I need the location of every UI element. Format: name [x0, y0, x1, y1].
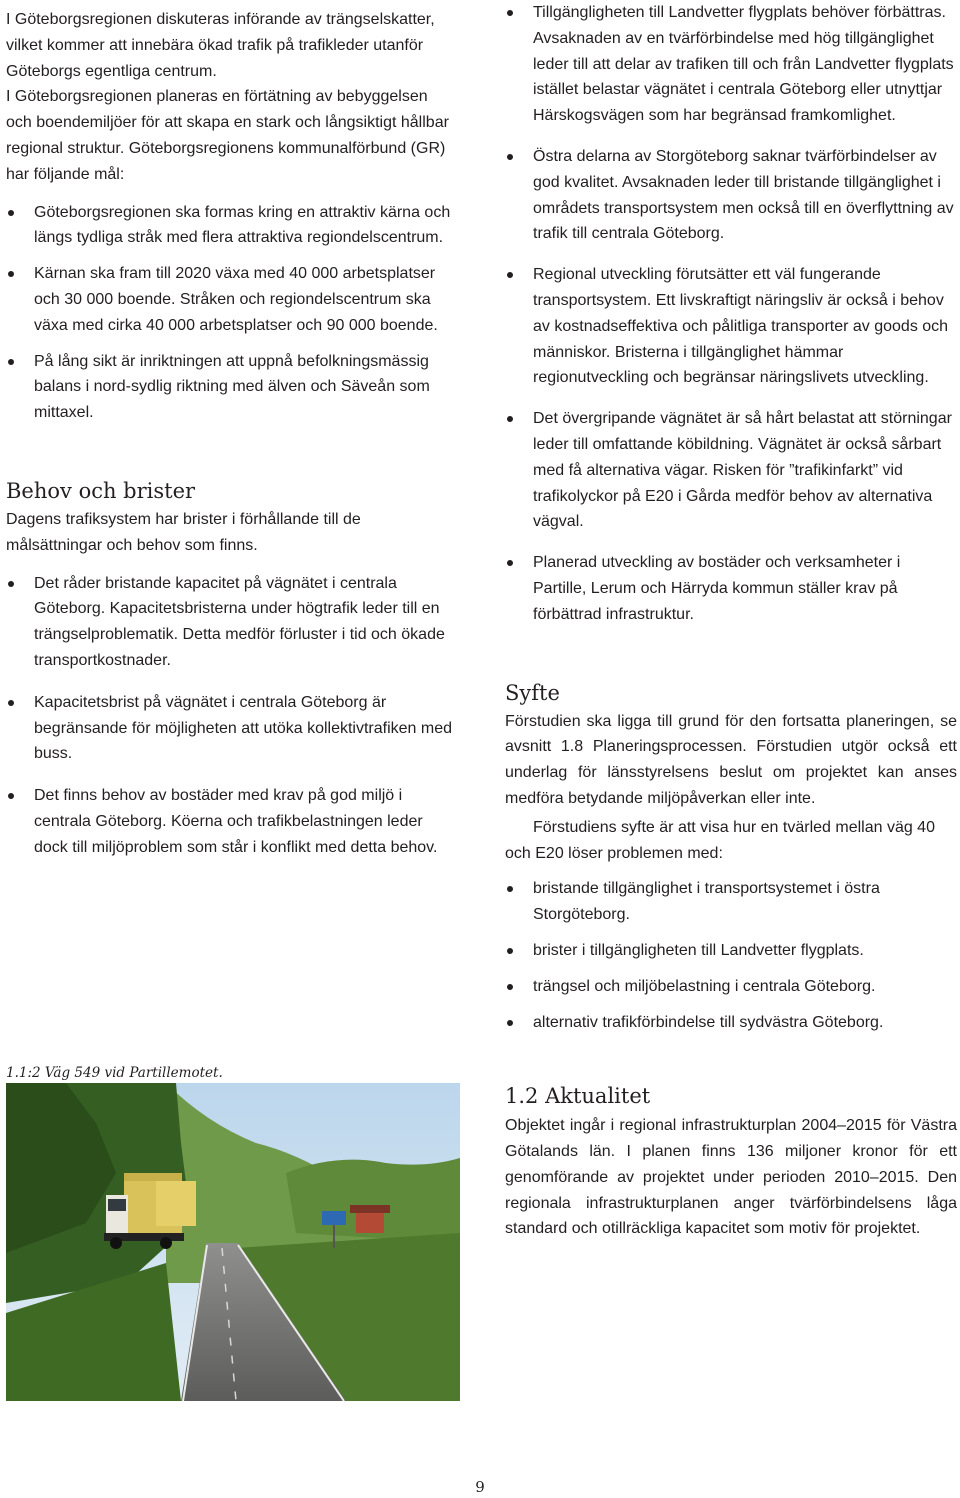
left-column	[6, 0, 454, 861]
list-item: Göteborgsregionen ska formas kring en attraktiv kärna och längs tydliga stråk med flera attraktiva regiondelscentrum.	[6, 200, 454, 252]
list-item: Det råder bristande kapacitet på vägnätet i centrala Göteborg. Kapacitetsbristerna under högtrafik leder till en trängselproblematik. Detta medför förluster i tid och ökade transportkostnader.	[6, 571, 454, 674]
list-item: bristande tillgänglighet i transportsystemet i östra Storgöteborg.	[505, 876, 957, 928]
behov-intro: Dagens trafiksystem har brister i förhållande till de målsättningar och behov som finns.	[6, 510, 361, 554]
list-item: Det finns behov av bostäder med krav på god miljö i centrala Göteborg. Köerna och trafikbelastningen leder dock till miljöproblem som står i konflikt med detta behov.	[6, 783, 454, 860]
list-item: trängsel och miljöbelastning i centrala Göteborg.	[505, 974, 957, 1000]
list-item: Kärnan ska fram till 2020 växa med 40 000 arbetsplatser och 30 000 boende. Stråken och regiondelscentrum ska växa med cirka 40 000 arbetsplatser och 90 000 boende.	[6, 261, 454, 338]
list-item: På lång sikt är inriktningen att uppnå befolkningsmässig balans i nord-sydlig riktning med älven och Säveån som mittaxel.	[6, 349, 454, 426]
aktualitet-heading: 1.2 Aktualitet	[505, 1084, 651, 1109]
list-item: Planerad utveckling av bostäder och verksamheter i Partille, Lerum och Härryda kommun ställer krav på förbättrad infrastruktur.	[505, 550, 957, 627]
list-item: alternativ trafikförbindelse till sydvästra Göteborg.	[505, 1010, 957, 1036]
brister-list	[505, 0, 957, 628]
goals-list	[6, 200, 454, 426]
list-item: Det övergripande vägnätet är så hårt belastat att störningar leder till omfattande köbildning. Vägnätet är också sårbart med få alternativa vägar. Risken för ”trafikinfarkt” vid trafikolyckor på E20 i Gårda medför behov av alternativa vägval.	[505, 406, 957, 535]
behov-heading: Behov och brister	[6, 478, 196, 503]
list-item: brister i tillgängligheten till Landvetter flygplats.	[505, 938, 957, 964]
syfte-paragraph: Förstudiens syfte är att visa hur en tvärled mellan väg 40 och E20 löser problemen med:	[505, 818, 935, 862]
list-item: Regional utveckling förutsätter ett väl fungerande transportsystem. Ett livskraftigt näringsliv är också i behov av kostnadseffektiva och pålitliga transporter av goods och människor. Bristerna i tillgänglighet hämmar regionutveckling och begränsar näringslivets utveckling.	[505, 262, 957, 391]
road-photo	[6, 1083, 460, 1401]
list-item: Tillgängligheten till Landvetter flygplats behöver förbättras. Avsaknaden av en tvärförbindelse med hög tillgänglighet leder till att delar av trafiken till och från Landvetter flygplats istället belastar vägnätet i centrala Göteborg eller utnyttjar Härskogsvägen som har begränsad framkomlighet.	[505, 0, 957, 129]
intro-paragraph: I Göteborgsregionen planeras en förtätning av bebyggelsen och boendemiljöer för att skapa en stark och långsiktigt hållbar regional struktur. Göteborgsregionens kommunalförbund (GR) har följande mål:	[6, 88, 449, 183]
syfte-heading: Syfte	[505, 680, 560, 705]
page-number: 9	[475, 1478, 485, 1496]
list-item: Östra delarna av Storgöteborg saknar tvärförbindelser av god kvalitet. Avsaknaden leder till bristande tillgänglighet i områdets transportsystem men också till en överflyttning av trafik till centrala Göteborg.	[505, 144, 957, 247]
list-item: Kapacitetsbrist på vägnätet i centrala Göteborg är begränsande för möjligheten att utöka kollektivtrafiken med buss.	[6, 690, 454, 767]
syfte-paragraph: Förstudien ska ligga till grund för den fortsatta planeringen, se avsnitt 1.8 Planeringsprocessen. Förstudien utgör också ett underlag för länsstyrelsens beslut om projektet kan anses medföra betydande miljöpåverkan eller inte.	[505, 712, 957, 807]
aktualitet-paragraph: Objektet ingår i regional infrastrukturplan 2004–2015 för Västra Götalands län. I planen finns 136 miljoner kronor för ett genomförande av projektet under perioden 2010–2015. Den regionala infrastrukturplanen anger tvärförbindelsens låga standard och otillräckliga kapacitet som motiv för projektet.	[505, 1117, 957, 1238]
intro-paragraph: I Göteborgsregionen diskuteras införande av trängselskatter, vilket kommer att innebära ökad trafik på trafikleder utanför Göteborgs egentliga centrum.	[6, 11, 435, 80]
photo-caption: 1.1:2 Väg 549 vid Partillemotet.	[6, 1065, 223, 1081]
syfte-list	[505, 876, 957, 1035]
right-column	[505, 0, 957, 1242]
behov-list	[6, 571, 454, 861]
